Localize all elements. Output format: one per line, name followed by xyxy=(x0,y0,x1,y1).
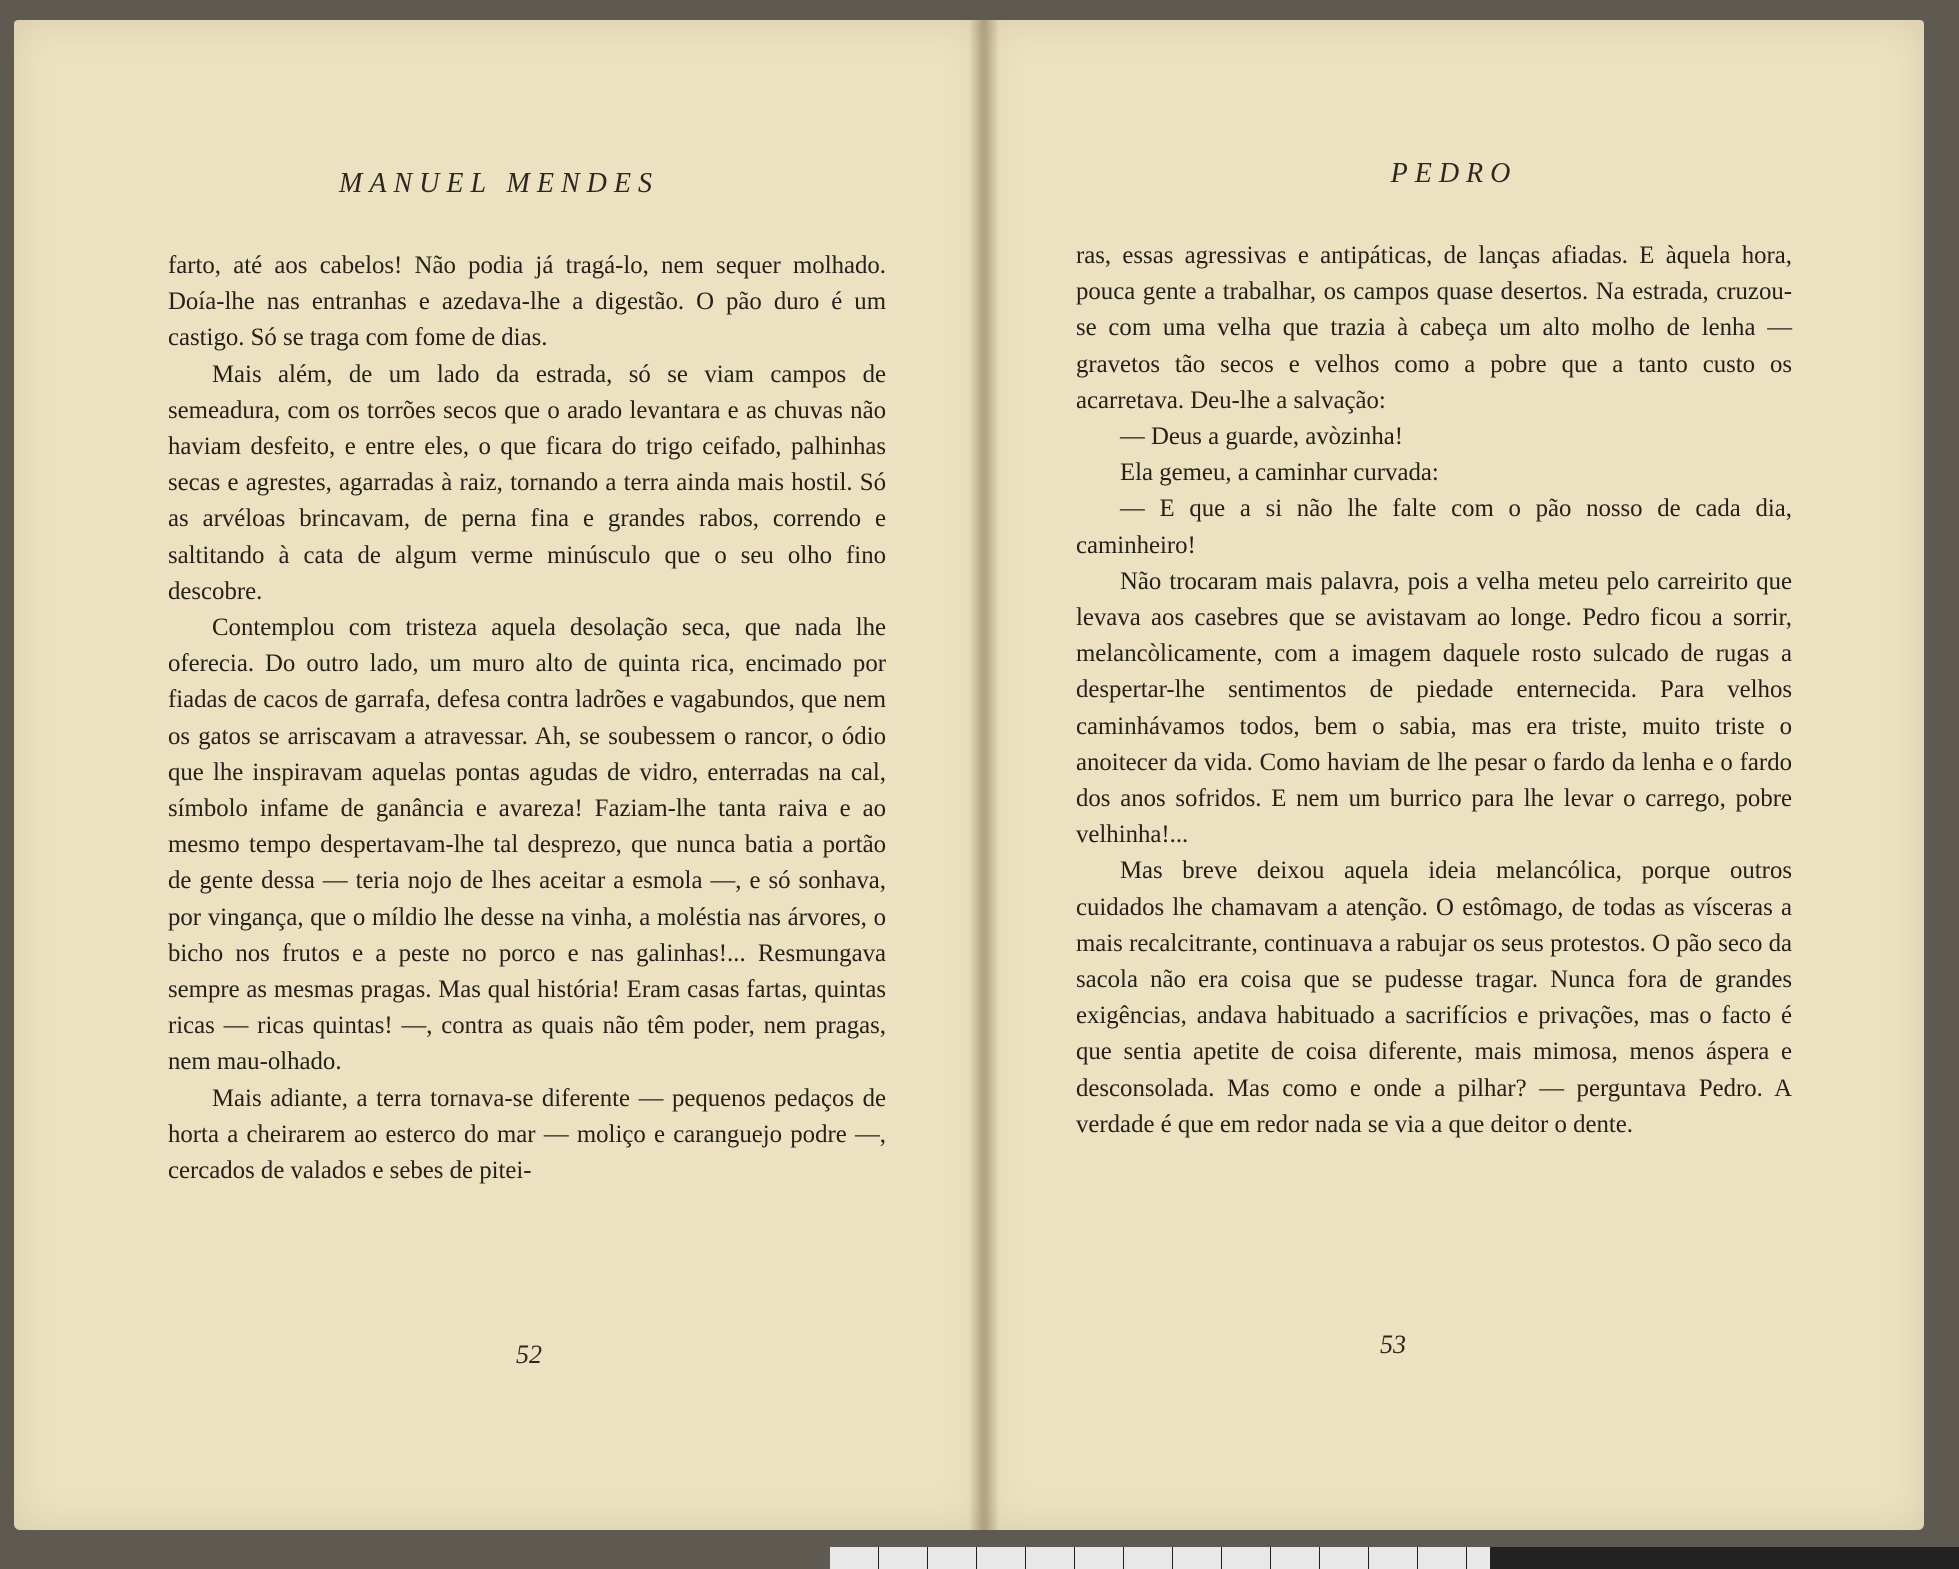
page-number: 52 xyxy=(516,1340,542,1369)
paragraph: ras, essas agressivas e antipáticas, de lanças afiadas. E àquela hora, pouca gente a trabalhar, os campos quase desertos. Na estrada, cruzou-se com uma velha que trazia à cabeça um alto molho de lenha — gravetos tão secos e velhos como a pobre que a tanto custo os acarretava. Deu-lhe a salvação: xyxy=(1076,242,1792,414)
running-head-title: PEDRO xyxy=(1390,158,1518,189)
scan-ruler-dark-segment xyxy=(1490,1547,1959,1569)
dialogue-line: — Deus a guarde, avòzinha! xyxy=(1120,423,1403,451)
paragraph: farto, até aos cabelos! Não podia já tragá-lo, nem sequer molhado. Doía-lhe nas entranhas e azedava-lhe a digestão. O pão duro é um castigo. Só se traga com fome de dias. xyxy=(168,252,886,352)
right-page xyxy=(984,20,1924,1530)
paragraph: Contemplou com tristeza aquela desolação seca, que nada lhe oferecia. Do outro lado, um muro alto de quinta rica, encimado por fiadas de cacos de garrafa, defesa contra ladrões e vagabundos, que nem os gatos se arriscavam a atravessar. Ah, se soubessem o rancor, o ódio que lhe inspiravam aquelas pontas agudas de vidro, enterradas na cal, símbolo infame de ganância e avareza! Faziam-lhe tanta raiva e ao mesmo tempo despertavam-lhe tal desprezo, que nunca batia a portão de gente dessa — teria nojo de lhes aceitar a esmola —, e só sonhava, por vingança, que o míldio lhe desse na vinha, a moléstia nas árvores, o bicho nos frutos e a peste no porco e nas galinhas!... Resmungava sempre as mesmas pragas. Mas qual história! Eram casas fartas, quintas ricas — ricas quintas! —, contra as quais não têm poder, nem pragas, nem mau-olhado. xyxy=(168,614,886,1076)
right-page-body xyxy=(1076,238,1792,1143)
page-number: 53 xyxy=(1380,1330,1406,1359)
running-head-author: MANUEL MENDES xyxy=(339,168,659,199)
paragraph: Mais adiante, a terra tornava-se diferente — pequenos pedaços de horta a cheirarem ao esterco do mar — moliço e caranguejo podre —, cercados de valados e sebes de pitei- xyxy=(168,1084,886,1185)
book-gutter xyxy=(969,20,999,1530)
left-page xyxy=(14,20,984,1530)
dialogue-line: — E que a si não lhe falte com o pão nosso de cada dia, caminheiro! xyxy=(1076,495,1792,559)
paragraph: Mas breve deixou aquela ideia melancólica, porque outros cuidados lhe chamavam a atenção. O estômago, de todas as vísceras a mais recalcitrante, continuava a rabujar os seus protestos. O pão seco da sacola não era coisa que se pudesse tragar. Nunca fora de grandes exigências, andava habituado a sacrifícios e privações, mas o facto é que sentia apetite de coisa diferente, mais mimosa, menos áspera e desconsolada. Mas como e onde a pilhar? — perguntava Pedro. A verdade é que em redor nada se via a que deitor o dente. xyxy=(1076,857,1792,1138)
book-spread xyxy=(14,20,1949,1530)
left-page-body xyxy=(168,248,886,1189)
paragraph: Não trocaram mais palavra, pois a velha meteu pelo carreirito que levava aos casebres que se avistavam ao longe. Pedro ficou a sorrir, melancòlicamente, com a imagem daquele rosto sulcado de rugas a despertar-lhe sentimentos de piedade enternecida. Para velhos caminhávamos todos, bem o sabia, mas era triste, muito triste o anoitecer da vida. Como haviam de lhe pesar o fardo da lenha e o fardo dos anos sofridos. E nem um burrico para lhe levar o carrego, pobre velhinha!... xyxy=(1076,567,1792,849)
paragraph: Mais além, de um lado da estrada, só se viam campos de semeadura, com os torrões secos que o arado levantara e as chuvas não haviam desfeito, e entre eles, o que ficara do trigo ceifado, palhinhas secas e agrestes, agarradas à raiz, tornando a terra ainda mais hostil. Só as arvéloas brincavam, de perna fina e grandes rabos, correndo e saltitando à cata de algum verme minúsculo que o seu olho fino descobre. xyxy=(168,360,886,605)
paragraph: Ela gemeu, a caminhar curvada: xyxy=(1120,459,1439,487)
